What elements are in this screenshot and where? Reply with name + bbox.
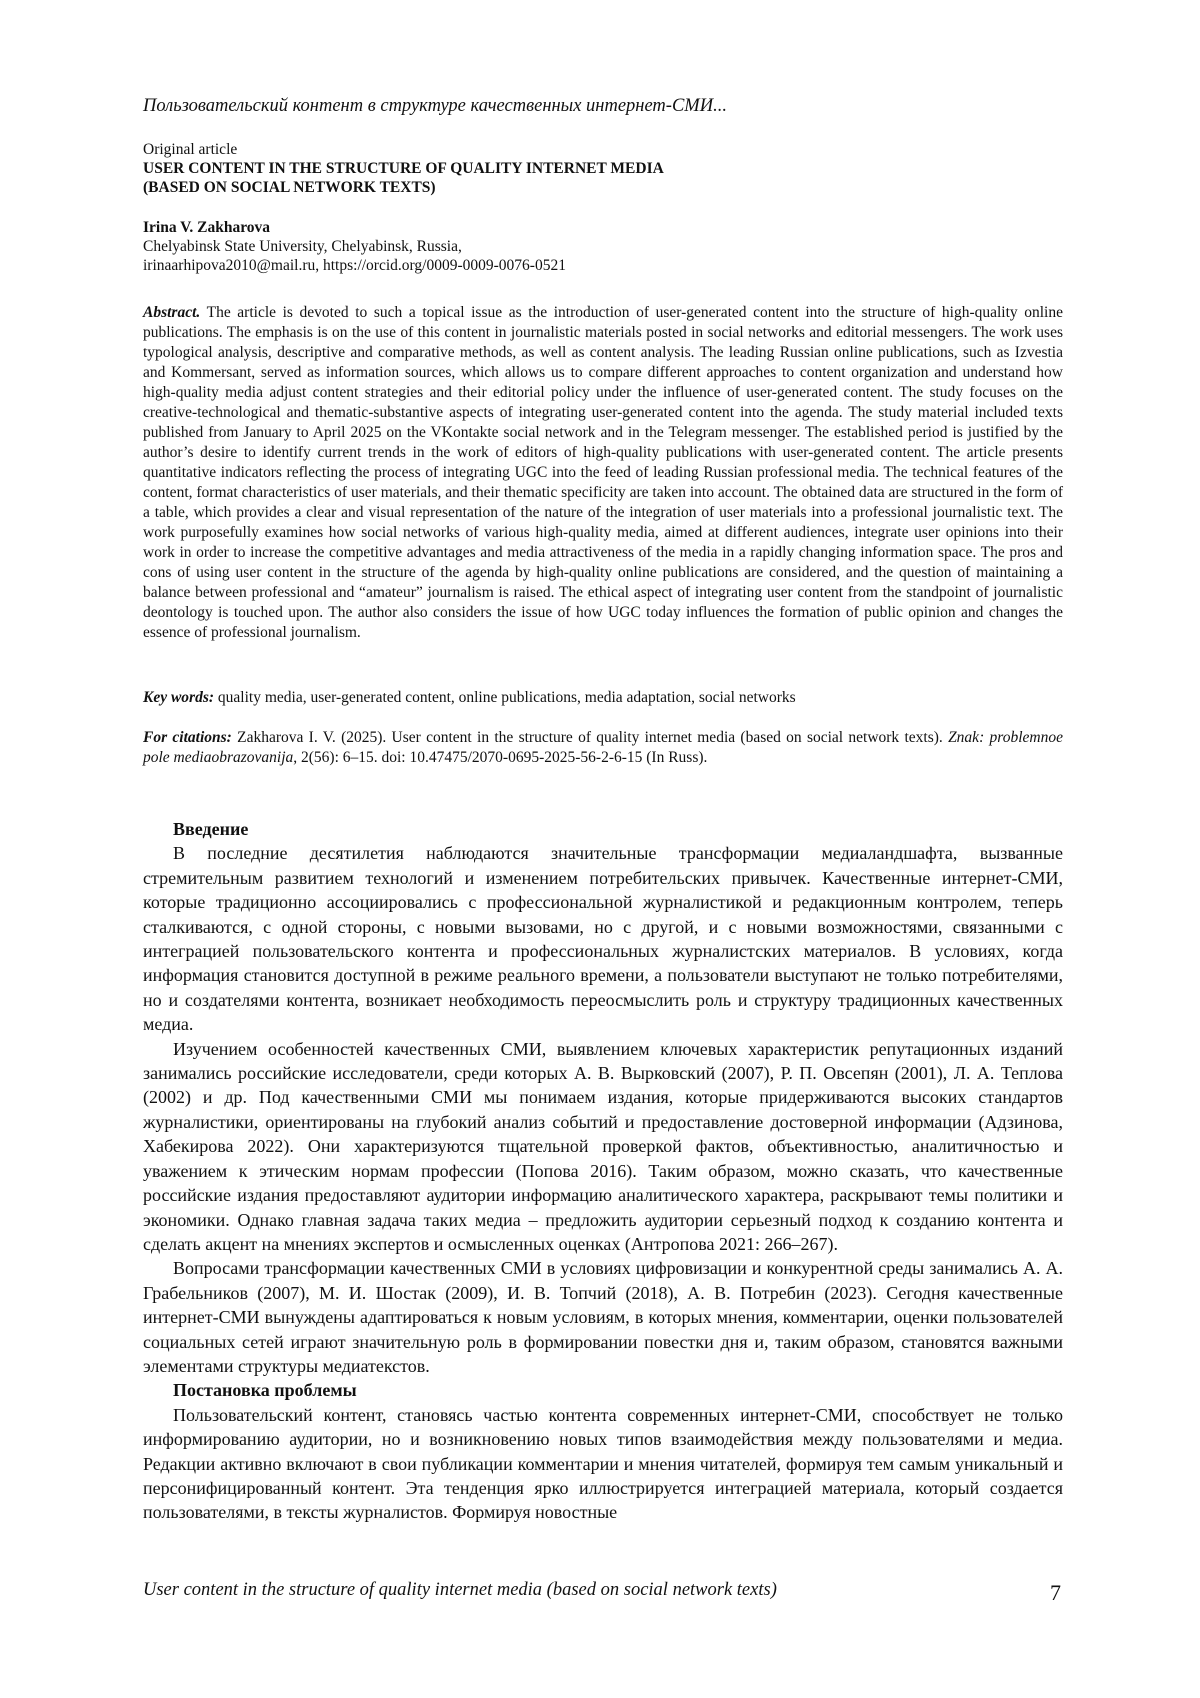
paragraph-4: Пользовательский контент, становясь частью контента современных интернет-СМИ, способствует не только информированию аудитории, но и возникновению новых типов взаимодействия между пользователями и медиа. Редакции активно включают в свои публикации комментарии и мнения читателей, формируя тем самым уникальный и персонифицированный контент. Эта тенденция ярко иллюстрируется интеграцией материала, который создается пользователями, в тексты журналистов. Формируя новостные: [143, 1404, 1063, 1523]
citation-label: For citations:: [143, 729, 232, 746]
abstract-label: Abstract.: [143, 304, 201, 321]
abstract: [143, 303, 1063, 643]
article-header: [143, 140, 1063, 275]
citation-text: Zakharova I. V. (2025). User content in the structure of quality internet media (based on social network texts).: [231, 729, 949, 746]
paragraph-2: Изучением особенностей качественных СМИ, выявлением ключевых характеристик репутационных изданий занимались российские исследователи, среди которых А. В. Вырковский (2007), Р. П. Овсепян (2001), Л. А. Теплова (2002) и др. Под качественными СМИ мы понимаем издания, которые придерживаются высоких стандартов журналистики, ориентированы на глубокий анализ событий и предоставление достоверной информации (Адзинова, Хабекирова 2022). Они характеризуются тщательной проверкой фактов, объективностью, аналитичностью и уважением к этическим нормам профессии (Попова 2016). Таким образом, можно сказать, что качественные российские издания предоставляют аудитории информацию аналитического характера, раскрывают темы политики и экономики. Однако главная задача таких медиа – предложить аудитории серьезный подход к созданию контента и сделать акцент на мнениях экспертов и осмысленных оценках (Антропова 2021: 266–267).: [143, 1038, 1063, 1254]
article-title-line2: (BASED ON SOCIAL NETWORK TEXTS): [143, 179, 436, 196]
heading-problem: Постановка проблемы: [173, 1380, 357, 1401]
citation-journal: Znak: problemnoe pole mediaobrazovanija: [143, 729, 1063, 766]
article-body: [143, 817, 1063, 1525]
paragraph-3: Вопросами трансформации качественных СМИ в условиях цифровизации и конкурентной среды занимались А. А. Грабельников (2007), М. И. Шостак (2009), И. В. Топчий (2018), А. В. Потребин (2023). Сегодня качественные интернет-СМИ вынуждены адаптироваться к новым условиям, в которых мнения, комментарии, оценки пользователей социальных сетей играют значительную роль в формировании повестки дня и, таким образом, становятся важными элементами структуры медиатекстов.: [143, 1258, 1063, 1376]
keywords-text: quality media, user-generated content, online publications, media adaptation, social networks: [214, 689, 796, 706]
page-number: 7: [1050, 1580, 1061, 1605]
running-title: Пользовательский контент в структуре качественных интернет-СМИ...: [143, 96, 727, 116]
keywords: [143, 688, 1063, 708]
heading-introduction: Введение: [173, 819, 249, 839]
paragraph-1: В последние десятилетия наблюдаются значительные трансформации медиаландшафта, вызванные стремительным развитием технологий и изменением потребительских привычек. Качественные интернет-СМИ, которые традиционно ассоциировались с профессиональной журналистикой и редакционным контролем, теперь сталкиваются, с одной стороны, с новыми вызовами, но с другой, и с новыми возможностями, связанными с интеграцией пользовательского контента и профессиональных журналистских материалов. В условиях, когда информация становится доступной в режиме реального времени, а пользователи выступают не только потребителями, но и создателями контента, возникает необходимость переосмыслить роль и структуру традиционных качественных медиа.: [143, 843, 1063, 1035]
article-title-line1: USER CONTENT IN THE STRUCTURE OF QUALITY INTERNET MEDIA: [143, 160, 664, 177]
article-type: Original article: [143, 141, 238, 158]
keywords-label: Key words:: [143, 689, 215, 706]
citation: [143, 728, 1063, 768]
abstract-text: The article is devoted to such a topical issue as the introduction of user-generated content into the structure of high-quality online publications. The emphasis is on the use of this content in journalistic materials posted in social networks and editorial messengers. The work uses typological analysis, descriptive and comparative methods, as well as content analysis. The leading Russian online publications, such as Izvestia and Kommersant, served as information sources, which allows us to compare different approaches to content organization and understand how high-quality media adjust content strategies and their editorial policy under the influence of user-generated content. The study focuses on the creative-technological and thematic-substantive aspects of integrating user-generated content into the agenda. The study material included texts published from January to April 2025 on the VKontakte social network and in the Telegram messenger. The established period is justified by the author’s desire to identify current trends in the work of editors of high-quality publications with user-generated content. The article presents quantitative indicators reflecting the process of integrating UGC into the feed of leading Russian professional media. The technical features of the content, format characteristics of user materials, and their thematic specificity are taken into account. The obtained data are structured in the form of a table, which provides a clear and visual representation of the nature of the integration of user materials into a professional journalistic text. The work purposefully examines how social networks of various high-quality media, aimed at different audiences, integrate user opinions into their work in order to increase the competitive advantages and media attractiveness of the media in a rapidly changing information space. The pros and cons of using user content in the structure of the agenda by high-quality online publications are considered, and the question of maintaining a balance between professional and “amateur” journalism is raised. The ethical aspect of integrating user content from the standpoint of journalistic deontology is touched upon. The author also considers the issue of how UGC today influences the formation of public opinion and changes the essence of professional journalism.: [143, 304, 1063, 641]
footer-title: User content in the structure of quality internet media (based on social network texts): [143, 1580, 777, 1600]
author-affiliation: Chelyabinsk State University, Chelyabinsk, Russia,: [143, 238, 462, 255]
author-contacts: irinaarhipova2010@mail.ru, https://orcid.org/0009-0009-0076-0521: [143, 257, 566, 274]
citation-details: , 2(56): 6–15. doi: 10.47475/2070-0695-2025-56-2-6-15 (In Russ).: [293, 749, 708, 766]
author-name: Irina V. Zakharova: [143, 219, 271, 236]
